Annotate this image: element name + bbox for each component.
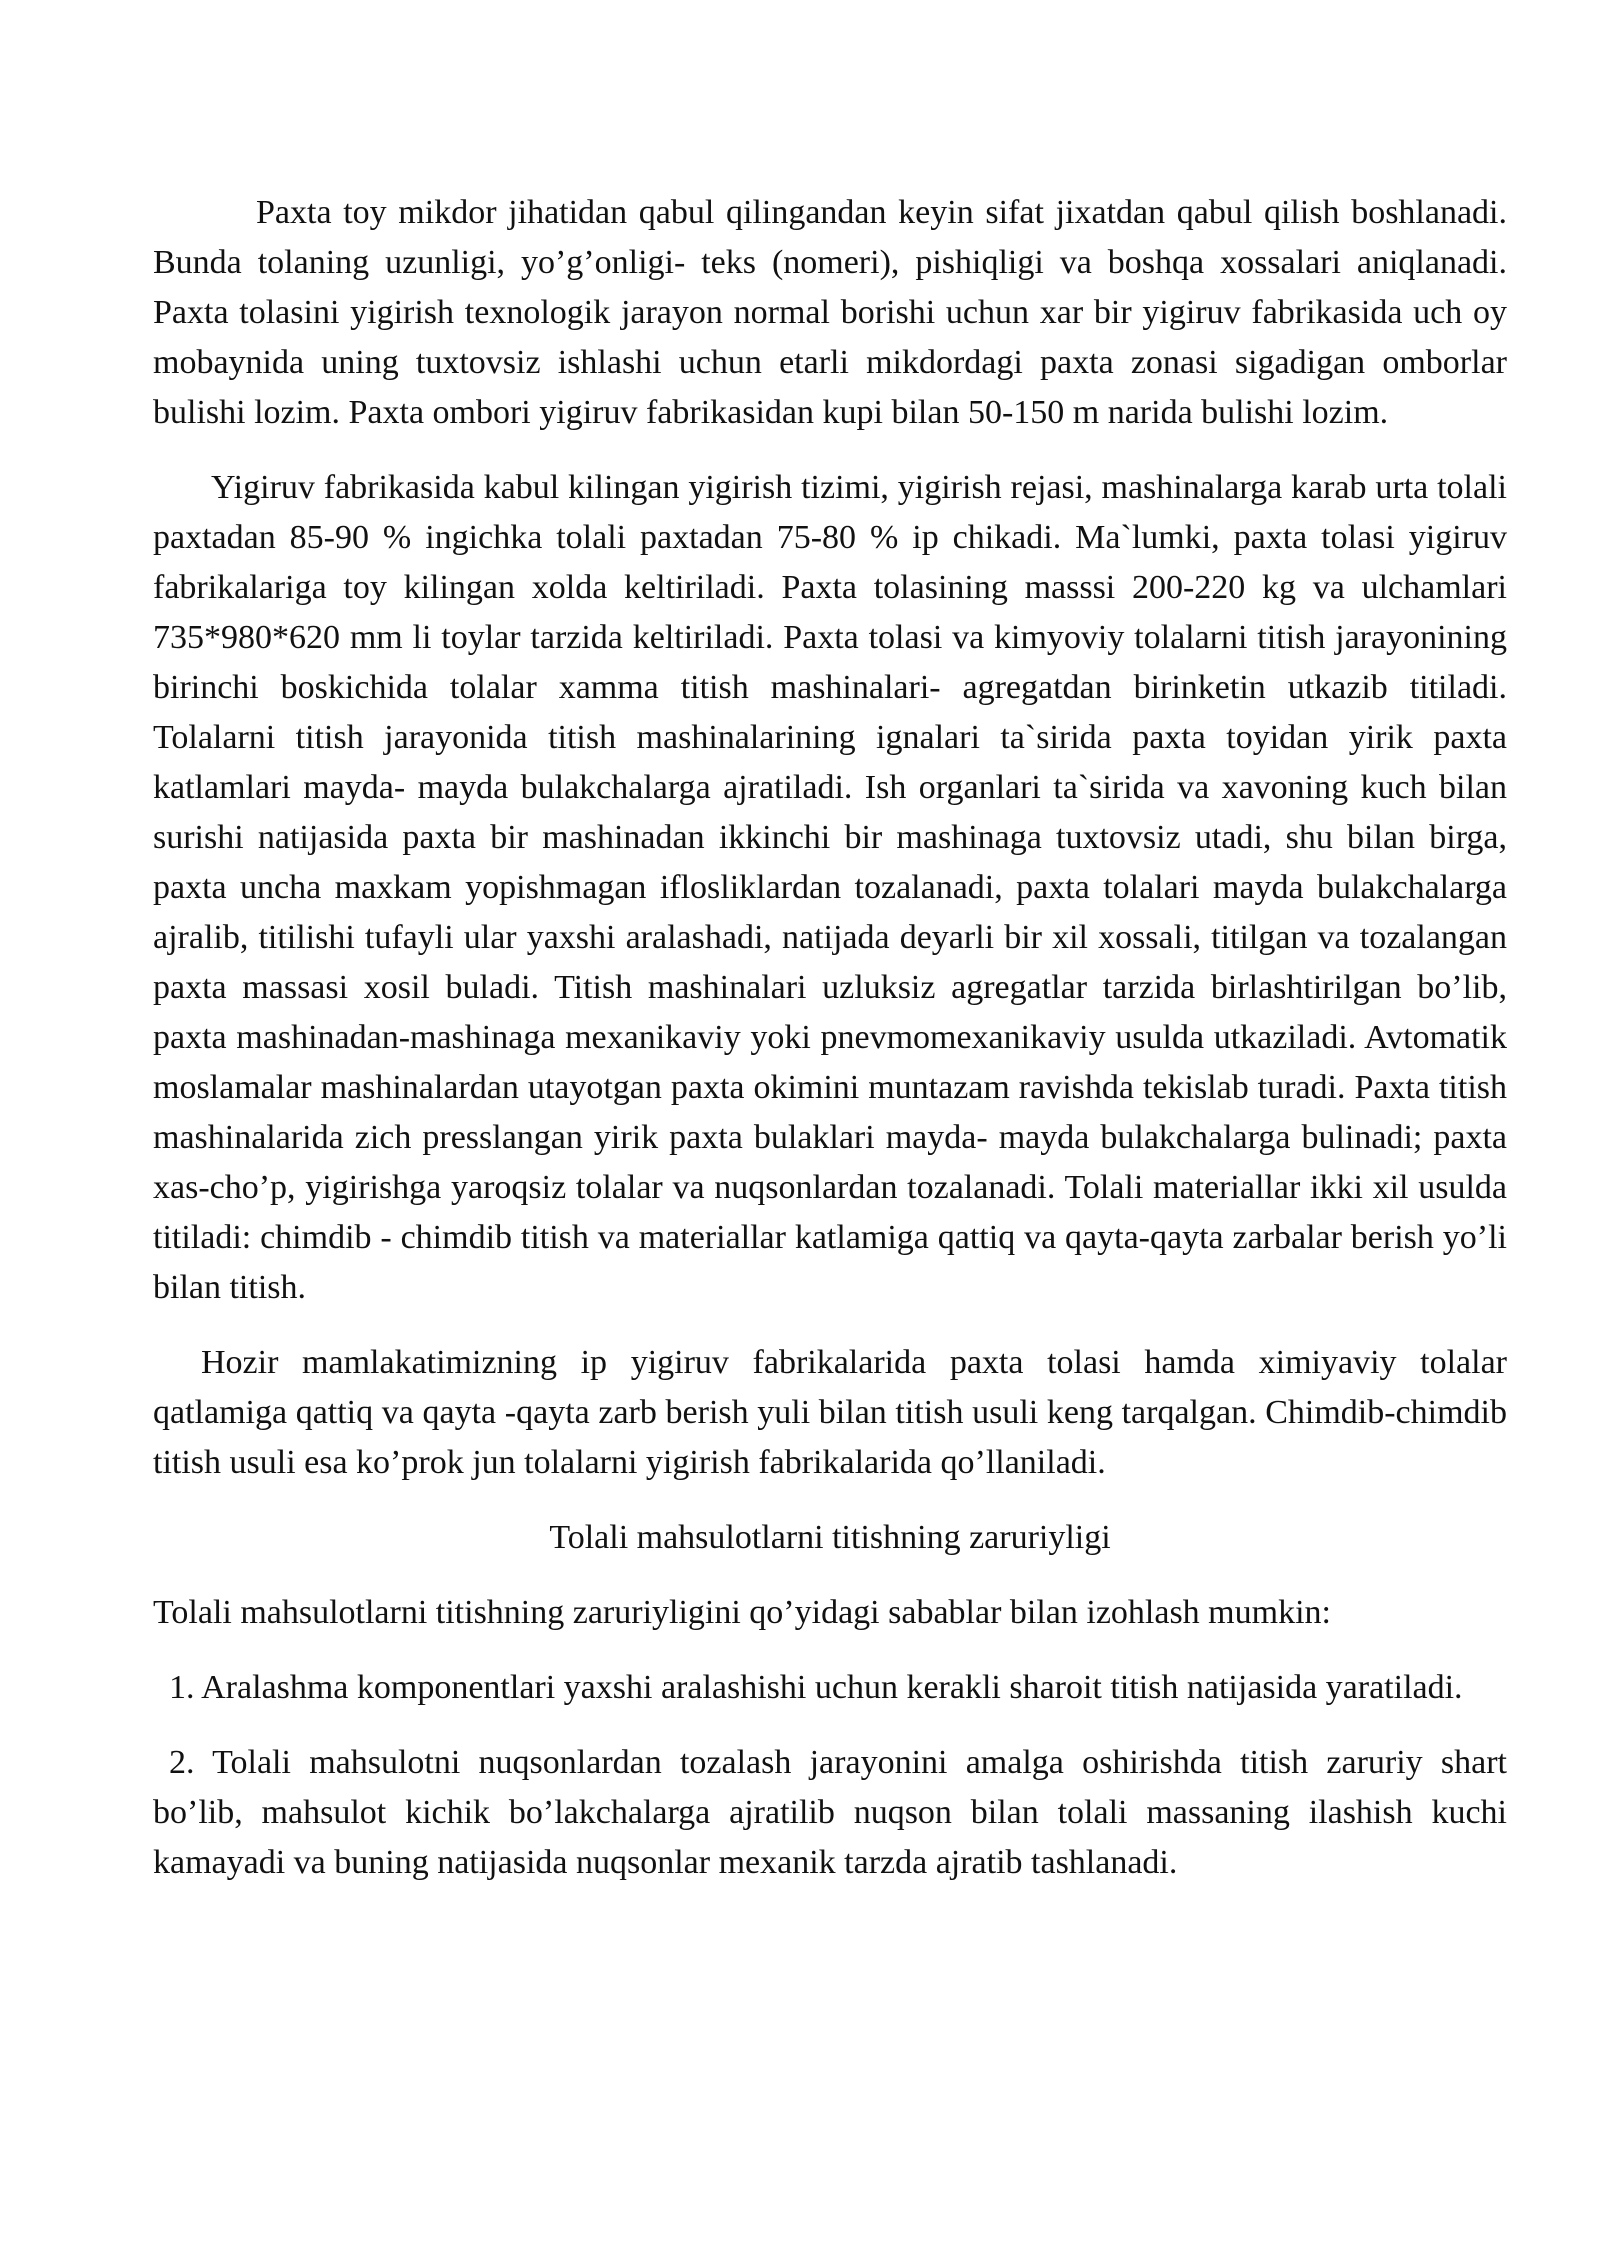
paragraph-current-methods: Hozir mamlakatimizning ip yigiruv fabrikalarida paxta tolasi hamda ximiyaviy tolalar qatlamiga qattiq va qayta -qayta zarb berish yuli bilan titish usuli keng tarqalgan. Chimdib-chimdib titish usuli esa ko’prok jun tolalarni yigirish fabrikalarida qo’llaniladi. <box>153 1344 1507 1481</box>
list-item-1: 1. Aralashma komponentlari yaxshi aralashishi uchun kerakli sharoit titish natijasida yaratiladi. <box>169 1669 1463 1706</box>
section-heading: Tolali mahsulotlarni titishning zaruriyligi <box>549 1519 1111 1556</box>
paragraph-spinning-mill: Yigiruv fabrikasida kabul kilingan yigirish tizimi, yigirish rejasi, mashinalarga karab urta tolali paxtadan 85-90 % ingichka tolali paxtadan 75-80 % ip chikadi. Ma`lumki, paxta tolasi yigiruv fabrikalariga toy kilingan xolda keltiriladi. Paxta tolasining masssi 200-220 kg va ulchamlari 735*980*620 mm li toylar tarzida keltiriladi. Paxta tolasi va kimyoviy tolalarni titish jarayonining birinchi boskichida tolalar xamma titish mashinalari- agregatdan birinketin utkazib titiladi. Tolalarni titish jarayonida titish mashinalarining ignalari ta`sirida paxta toyidan yirik paxta katlamlari mayda- mayda bulakchalarga ajratiladi. Ish organlari ta`sirida va xavoning kuch bilan surishi natijasida paxta bir mashinadan ikkinchi bir mashinaga tuxtovsiz utadi, shu bilan birga, paxta uncha maxkam yopishmagan iflosliklardan tozalanadi, paxta tolalari mayda bulakchalarga ajralib, titilishi tufayli ular yaxshi aralashadi, natijada deyarli bir xil xossali, titilgan va tozalangan paxta massasi xosil buladi. Titish mashinalari uzluksiz agregatlar tarzida birlashtirilgan bo’lib, paxta mashinadan-mashinaga mexanikaviy yoki pnevmomexanikaviy usulda utkaziladi. Avtomatik moslamalar mashinalardan utayotgan paxta okimini muntazam ravishda tekislab turadi. Paxta titish mashinalarida zich presslangan yirik paxta bulaklari mayda- mayda bulakchalarga bulinadi; paxta xas-cho’p, yigirishga yaroqsiz tolalar va nuqsonlardan tozalanadi. Tolali materiallar ikki xil usulda titiladi: chimdib - chimdib titish va materiallar katlamiga qattiq va qayta-qayta zarbalar berish yo’li bilan titish. <box>153 469 1507 1306</box>
list-item-2: 2. Tolali mahsulotni nuqsonlardan tozalash jarayonini amalga oshirishda titish zaruriy shart bo’lib, mahsulot kichik bo’lakchalarga ajratilib nuqson bilan tolali massaning ilashish kuchi kamayadi va buning natijasida nuqsonlar mexanik tarzda ajratib tashlanadi. <box>153 1744 1507 1881</box>
document-page <box>153 188 1507 1913</box>
paragraph-cotton-acceptance: Paxta toy mikdor jihatidan qabul qilingandan keyin sifat jixatdan qabul qilish boshlanadi. Bunda tolaning uzunligi, yo’g’onligi- teks (nomeri), pishiqligi va boshqa xossalari aniqlanadi. Paxta tolasini yigirish texnologik jarayon normal borishi uchun xar bir yigiruv fabrikasida uch oy mobaynida uning tuxtovsiz ishlashi uchun etarli mikdordagi paxta zonasi sigadigan omborlar bulishi lozim. Paxta ombori yigiruv fabrikasidan kupi bilan 50-150 m narida bulishi lozim. <box>153 194 1507 431</box>
section-intro: Tolali mahsulotlarni titishning zaruriyligini qo’yidagi sabablar bilan izohlash mumkin: <box>153 1594 1331 1631</box>
